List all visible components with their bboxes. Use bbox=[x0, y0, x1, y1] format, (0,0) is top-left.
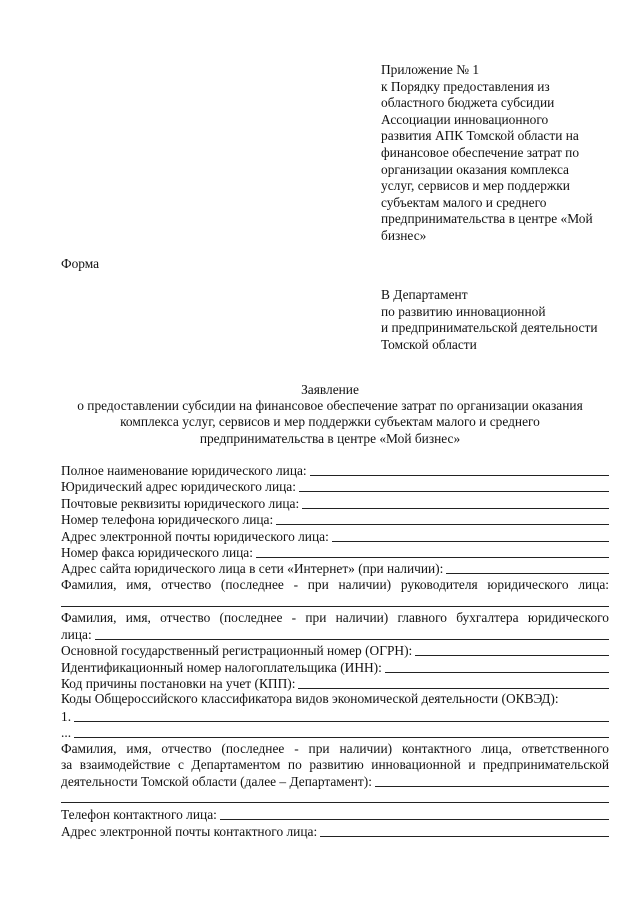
form-label: Форма bbox=[61, 256, 100, 271]
addressee-line: В Департамент bbox=[381, 287, 468, 302]
field-label: ... bbox=[61, 725, 72, 741]
appendix-line: Приложение № 1 bbox=[381, 62, 480, 77]
field-okved-label bbox=[61, 691, 609, 707]
field-contact-extra bbox=[61, 790, 609, 806]
field-label: Номер телефона юридического лица: bbox=[61, 512, 274, 528]
fill-line[interactable] bbox=[220, 807, 609, 820]
document-title bbox=[40, 382, 620, 447]
field-inn bbox=[61, 659, 609, 675]
fill-line[interactable] bbox=[74, 725, 609, 738]
fill-line[interactable] bbox=[61, 790, 609, 803]
appendix-line: к Порядку предоставления из bbox=[381, 78, 550, 94]
appendix-line: финансовое обеспечение затрат по bbox=[381, 144, 580, 160]
title-line: предпринимательства в центре «Мой бизнес» bbox=[199, 430, 461, 446]
field-label: Адрес электронной почты контактного лица: bbox=[61, 823, 318, 839]
fill-line[interactable] bbox=[415, 643, 609, 656]
addressee-block bbox=[381, 287, 631, 353]
field-ogrn bbox=[61, 642, 609, 658]
field-postal bbox=[61, 495, 609, 511]
appendix-line: бизнес» bbox=[381, 227, 427, 243]
fill-line[interactable] bbox=[310, 463, 609, 476]
appendix-line: субъектам малого и среднего bbox=[381, 194, 547, 210]
field-email bbox=[61, 528, 609, 544]
title-line: комплекса услуг, сервисов и мер поддержки субъектам малого и среднего bbox=[120, 414, 540, 430]
field-label: Код причины постановки на учет (КПП): bbox=[61, 676, 296, 692]
fill-line[interactable] bbox=[61, 594, 609, 607]
field-contact-label-1: Фамилия, имя, отчество (последнее - при наличии) контактного лица, ответственного bbox=[61, 740, 609, 756]
field-full-name bbox=[61, 462, 609, 478]
fill-line[interactable] bbox=[299, 479, 609, 492]
form-fields bbox=[61, 462, 609, 839]
appendix-header bbox=[381, 62, 621, 245]
field-accountant bbox=[61, 626, 609, 642]
field-label: Коды Общероссийского классификатора видов экономической деятельности (ОКВЭД): bbox=[61, 691, 559, 707]
field-label: деятельности Томской области (далее – Департамент): bbox=[61, 774, 372, 790]
appendix-line: Ассоциации инновационного bbox=[381, 111, 549, 127]
field-label: лица: bbox=[61, 626, 92, 642]
field-label: Телефон контактного лица: bbox=[61, 807, 217, 823]
fill-line[interactable] bbox=[385, 660, 609, 673]
fill-line[interactable] bbox=[375, 774, 609, 787]
title-line: о предоставлении субсидии на финансовое обеспечение затрат по организации оказания bbox=[77, 398, 583, 414]
fill-line[interactable] bbox=[276, 512, 609, 525]
appendix-line: услуг, сервисов и мер поддержки bbox=[381, 178, 570, 194]
field-label: 1. bbox=[61, 708, 72, 724]
field-label: Полное наименование юридического лица: bbox=[61, 463, 307, 478]
field-okved-1 bbox=[61, 708, 609, 724]
field-website bbox=[61, 560, 609, 576]
field-accountant-label: Фамилия, имя, отчество (последнее - при наличии) главного бухгалтера юридического bbox=[61, 609, 609, 625]
field-contact-phone bbox=[61, 806, 609, 822]
field-phone bbox=[61, 511, 609, 527]
field-kpp bbox=[61, 675, 609, 691]
field-label: Номер факса юридического лица: bbox=[61, 544, 253, 560]
addressee-line: Томской области bbox=[381, 336, 477, 352]
appendix-line: организации оказания комплекса bbox=[381, 161, 570, 177]
field-director-label: Фамилия, имя, отчество (последнее - при наличии) руководителя юридического лица: bbox=[61, 576, 609, 592]
field-fax bbox=[61, 544, 609, 560]
field-okved-more bbox=[61, 724, 609, 740]
title-heading: Заявление bbox=[301, 382, 359, 397]
fill-line[interactable] bbox=[332, 529, 609, 542]
addressee-line: по развитию инновационной bbox=[381, 303, 546, 319]
field-label: Адрес электронной почты юридического лица: bbox=[61, 528, 329, 544]
appendix-line: областного бюджета субсидии bbox=[381, 95, 555, 111]
field-label: Юридический адрес юридического лица: bbox=[61, 479, 296, 495]
fill-line[interactable] bbox=[298, 676, 609, 689]
field-contact-label-2: за взаимодействие с Департаментом по развитию инновационной и предпринимательской bbox=[61, 757, 609, 773]
field-legal-address bbox=[61, 478, 609, 494]
fill-line[interactable] bbox=[302, 496, 609, 509]
appendix-line: предпринимательства в центре «Мой bbox=[381, 211, 593, 227]
fill-line[interactable] bbox=[256, 545, 609, 558]
field-contact bbox=[61, 773, 609, 789]
field-label: Адрес сайта юридического лица в сети «Интернет» (при наличии): bbox=[61, 561, 444, 577]
field-contact-email bbox=[61, 823, 609, 839]
field-director bbox=[61, 593, 609, 609]
addressee-line: и предпринимательской деятельности bbox=[381, 320, 598, 336]
field-label: Идентификационный номер налогоплательщика (ИНН): bbox=[61, 659, 382, 675]
field-label: Почтовые реквизиты юридического лица: bbox=[61, 495, 300, 511]
appendix-line: развития АПК Томской области на bbox=[381, 128, 579, 144]
fill-line[interactable] bbox=[95, 627, 609, 640]
fill-line[interactable] bbox=[320, 824, 609, 837]
fill-line[interactable] bbox=[74, 709, 609, 722]
fill-line[interactable] bbox=[446, 561, 609, 574]
field-label: Основной государственный регистрационный номер (ОГРН): bbox=[61, 643, 413, 659]
